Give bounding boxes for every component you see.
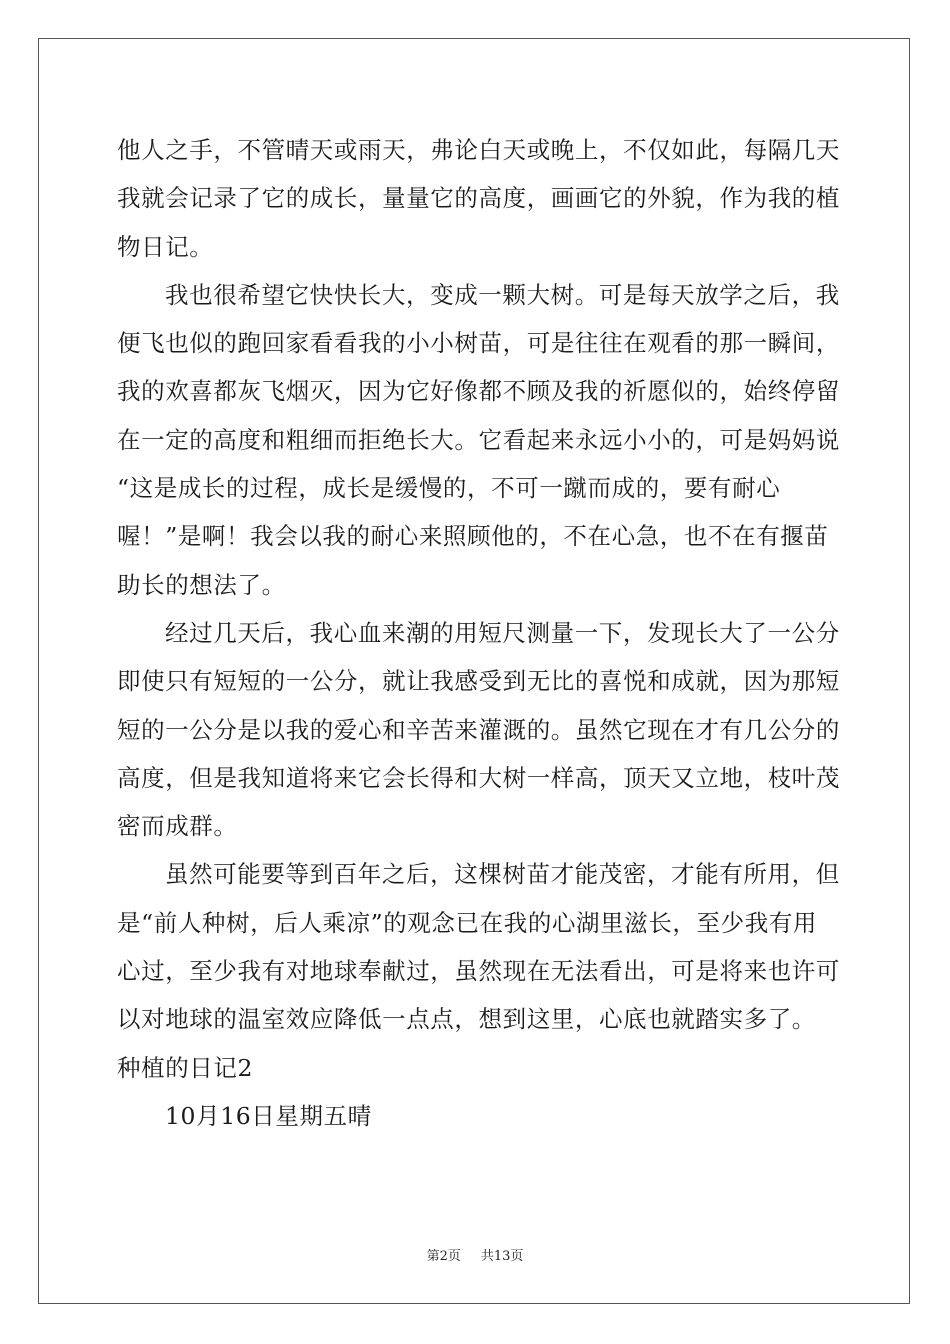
text-line-11: 经过几天后，我心血来潮的用短尺测量一下，发现长大了一公分 [165,618,840,647]
text-line-12: 即使只有短短的一公分，就让我感受到无比的喜悦和成就，因为那短 [117,667,840,696]
text-line-6: 我的欢喜都灰飞烟灭，因为它好像都不顾及我的祈愿似的，始终停留 [117,377,840,406]
text-line-16: 虽然可能要等到百年之后，这棵树苗才能茂密，才能有所用，但 [165,860,840,889]
text-line-18: 心过，至少我有对地球奉献过，虽然现在无法看出，可是将来也许可 [117,957,840,986]
text-line-15: 密而成群。 [117,812,238,841]
text-line-8: “这是成长的过程，成长是缓慢的，不可一蹴而成的，要有耐心 [117,474,781,503]
document-body [117,126,840,1140]
text-line-1: 他人之手，不管晴天或雨天，弗论白天或晚上，不仅如此，每隔几天 [117,136,840,164]
text-line-17: 是“前人种树，后人乘凉”的观念已在我的心湖里滋长，至少我有用 [117,908,818,937]
page-footer [0,1247,950,1267]
text-line-13: 短的一公分是以我的爱心和辛苦来灌溉的。虽然它现在才有几公分的 [117,715,840,744]
text-line-3: 物日记。 [117,232,214,261]
text-line-4: 我也很希望它快快长大，变成一颗大树。可是每天放学之后，我 [165,280,840,309]
page-number: 第2页 [426,1249,461,1264]
text-line-10: 助长的想法了。 [117,570,286,599]
date-line: 10月16日星期五晴 [165,1101,372,1130]
text-line-7: 在一定的高度和粗细而拒绝长大。它看起来永远小小的，可是妈妈说 [117,425,840,454]
text-line-5: 便飞也似的跑回家看看我的小小树苗，可是往往在观看的那一瞬间， [117,329,840,358]
text-line-9: 喔！”是啊！我会以我的耐心来照顾他的，不在心急，也不在有揠苗 [117,522,829,551]
text-line-14: 高度，但是我知道将来它会长得和大树一样高，顶天又立地，枝叶茂 [117,763,840,792]
text-line-2: 我就会记录了它的成长，量量它的高度，画画它的外貌，作为我的植 [117,184,840,213]
text-line-19: 以对地球的温室效应降低一点点，想到这里，心底也就踏实多了。 [117,1005,816,1034]
total-pages: 共13页 [480,1249,524,1264]
section-heading: 种植的日记2 [117,1053,254,1082]
